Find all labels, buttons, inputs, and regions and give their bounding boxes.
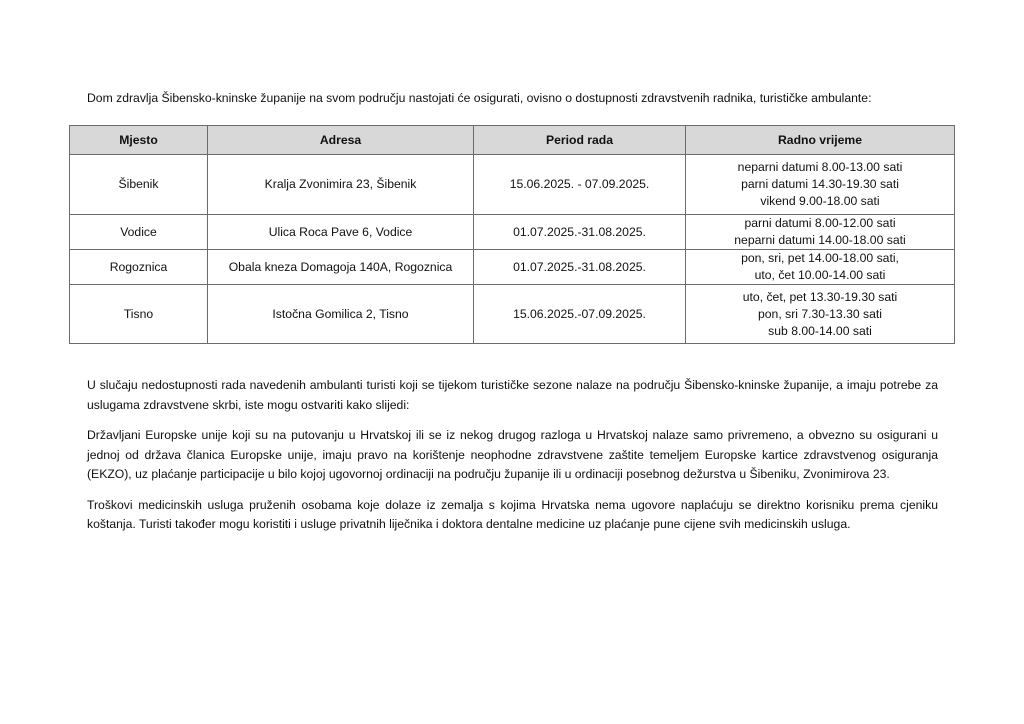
header-place: Mjesto — [70, 126, 208, 155]
paragraph-eu-citizens: Državljani Europske unije koji su na putovanju u Hrvatskoj ili se iz nekog drugog razloga u Hrvatskoj nalaze samo privremeno, a obvezno su osigurani u jednoj od država članica Europske unije, imaju pravo na korištenje neophodne zdravstvene zaštite temeljem Europske kartice zdravstvenog osiguranja (EKZO), uz plaćanje participacije u bilo kojoj ugovornoj ordinaciji na području županije ili u ordinaciji posebnog dežurstva u Šibeniku, Zvonimirova 23. — [87, 428, 938, 481]
table-row — [70, 250, 955, 285]
ambulance-schedule-table — [69, 125, 955, 344]
cell-address: Istočna Gomilica 2, Tisno — [208, 285, 474, 344]
cell-period: 01.07.2025.-31.08.2025. — [474, 250, 686, 285]
cell-place: Šibenik — [70, 155, 208, 215]
table-header-row — [70, 126, 955, 155]
hours-line: sub 8.00-14.00 sati — [768, 323, 872, 338]
hours-line: parni datumi 14.30-19.30 sati — [741, 177, 899, 191]
hours-line: pon, sri 7.30-13.30 sati — [758, 306, 882, 321]
hours-line: parni datumi 8.00-12.00 sati — [744, 216, 896, 230]
hours-line: vikend 9.00-18.00 sati — [760, 194, 880, 208]
cell-period: 15.06.2025. - 07.09.2025. — [474, 155, 686, 215]
table-row — [70, 155, 955, 215]
table-row — [70, 215, 955, 250]
cell-address: Kralja Zvonimira 23, Šibenik — [208, 155, 474, 215]
cell-place: Rogoznica — [70, 250, 208, 285]
cell-address: Obala kneza Domagoja 140A, Rogoznica — [208, 250, 474, 285]
header-address: Adresa — [208, 126, 474, 155]
cell-place: Tisno — [70, 285, 208, 344]
cell-hours — [686, 155, 955, 215]
cell-hours — [686, 215, 955, 250]
header-period: Period rada — [474, 126, 686, 155]
hours-line: neparni datumi 8.00-13.00 sati — [737, 160, 903, 174]
cell-period: 15.06.2025.-07.09.2025. — [474, 285, 686, 344]
hours-line: neparni datumi 14.00-18.00 sati — [734, 233, 906, 247]
table-row — [70, 285, 955, 344]
cell-period: 01.07.2025.-31.08.2025. — [474, 215, 686, 250]
body-text — [87, 376, 938, 546]
cell-hours — [686, 250, 955, 285]
cell-place: Vodice — [70, 215, 208, 250]
hours-line: uto, čet, pet 13.30-19.30 sati — [742, 289, 898, 304]
hours-line: pon, sri, pet 14.00-18.00 sati, — [741, 251, 899, 265]
paragraph-costs: Troškovi medicinskih usluga pruženih osobama koje dolaze iz zemalja s kojima Hrvatska nema ugovore naplaćuju se direktno korisniku prema cjeniku koštanja. Turisti također mogu koristiti i usluge privatnih liječnika i doktora dentalne medicine uz plaćanje pune cijene svih medicinskih usluga. — [87, 497, 938, 531]
cell-hours — [686, 285, 955, 344]
hours-line: uto, čet 10.00-14.00 sati — [754, 268, 886, 282]
intro-text: Dom zdravlja Šibensko-kninske županije na svom području nastojati će osigurati, ovisno o dostupnosti zdravstvenih radnika, turističke ambulante: — [87, 91, 872, 105]
cell-address: Ulica Roca Pave 6, Vodice — [208, 215, 474, 250]
paragraph-unavailability: U slučaju nedostupnosti rada navedenih ambulanti turisti koji se tijekom turističke sezone nalaze na području Šibensko-kninske županije, a imaju potrebe za uslugama zdravstvene skrbi, iste mogu ostvariti kako slijedi: — [87, 378, 938, 412]
header-hours: Radno vrijeme — [686, 126, 955, 155]
